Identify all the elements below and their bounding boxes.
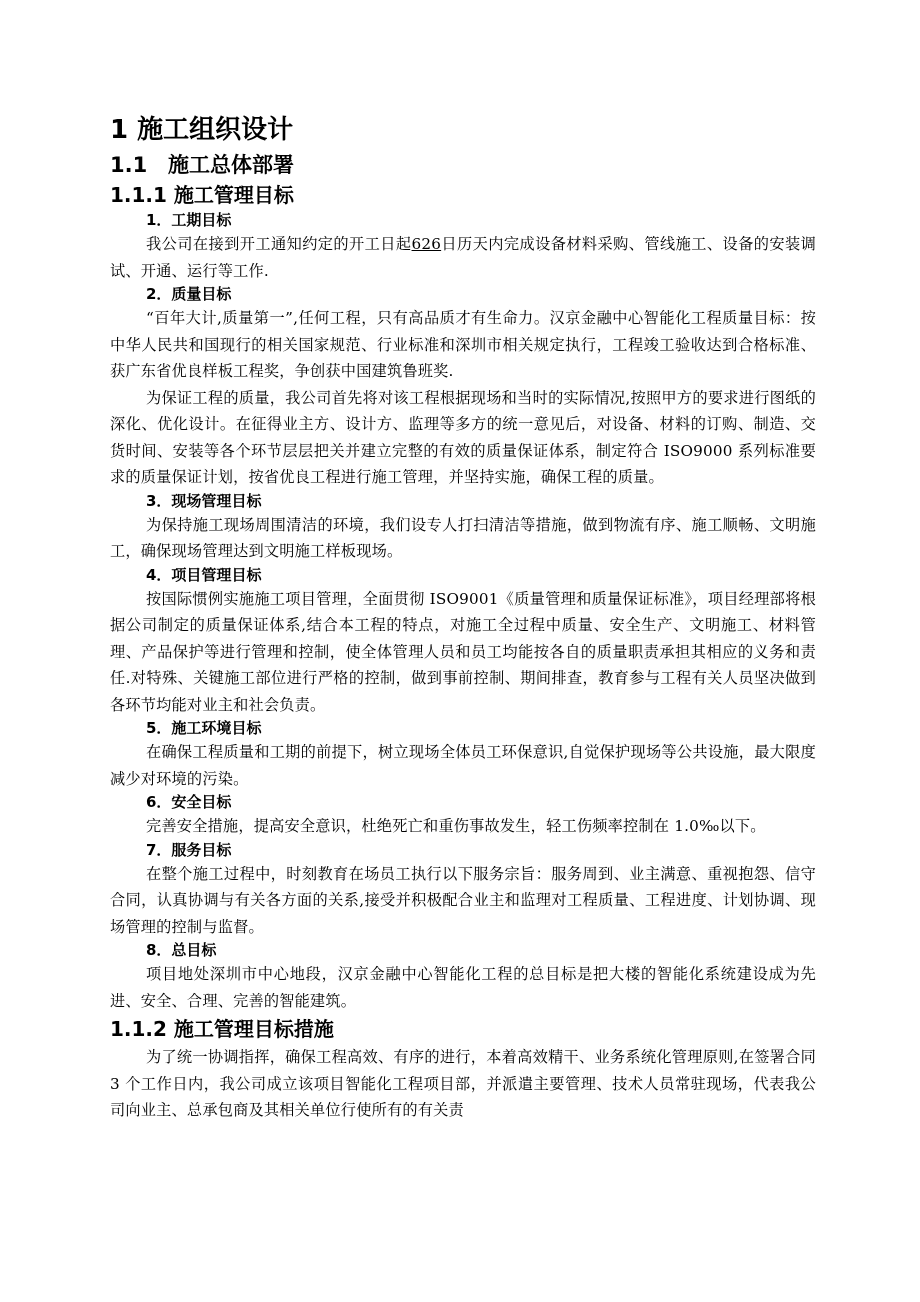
subsection-heading-measures: 1.1.2 施工管理目标措施 <box>110 1017 334 1041</box>
goal-heading-overall: 8．总目标 <box>146 941 217 959</box>
section-title: 施工总体部署 <box>168 153 294 177</box>
chapter-heading: 1 施工组织设计 <box>110 115 294 145</box>
measures-paragraph: 为了统一协调指挥，确保工程高效、有序的进行，本着高效精干、业务系统化管理原则,在签署合同 3 个工作日内，我公司成立该项目智能化工程项目部，并派遣主要管理、技术人员常驻现场，代表我公司向业主、总承包商及其相关单位行使所有的有关责 <box>110 1048 816 1119</box>
goal-paragraph-environment: 在确保工程质量和工期的前提下，树立现场全体员工环保意识,自觉保护现场等公共设施，最大限度减少对环境的污染。 <box>110 743 816 788</box>
goal-paragraph-project: 按国际惯例实施施工项目管理，全面贯彻 ISO9001《质量管理和质量保证标准》，项目经理部将根据公司制定的质量保证体系,结合本工程的特点，对施工全过程中质量、安全生产、文明施工、材料管理、产品保护等进行管理和控制，使全体管理人员和员工均能按各自的质量职责承担其相应的义务和责任.对特殊、关键施工部位进行严格的控制，做到事前控制、期间排查，教育参与工程有关人员坚决做到各环节均能对业主和社会负责。 <box>110 589 816 714</box>
schedule-text-b: 日历天内完成设备材料采购、管线施工、设备的安装调试、开通、运行等工作. <box>110 235 816 280</box>
goal-heading-project: 4．项目管理目标 <box>146 565 262 584</box>
goal-heading-quality: 2．质量目标 <box>146 285 232 303</box>
document-page <box>110 112 816 1124</box>
section-heading <box>110 150 816 180</box>
goal-paragraph-quality-2: 为保证工程的质量，我公司首先将对该工程根据现场和当时的实际情况,按照甲方的要求进行图纸的深化、优化设计。在征得业主方、设计方、监理等多方的统一意见后，对设备、材料的订购、制造、交货时间、安装等各个环节层层把关并建立完整的有效的质量保证体系，制定符合 ISO9000 系列标准要求的质量保证计划，按省优良工程进行施工管理，并坚持实施，确保工程的质量。 <box>110 388 816 486</box>
goal-heading-safety: 6．安全目标 <box>146 793 232 811</box>
section-number: 1.1 <box>110 153 148 177</box>
goal-heading-site: 3．现场管理目标 <box>146 491 262 510</box>
subsection-heading-goals: 1.1.1 施工管理目标 <box>110 183 294 207</box>
goal-heading-environment: 5．施工环境目标 <box>146 719 262 737</box>
goal-paragraph-site: 为保持施工现场周围清洁的环境，我们设专人打扫清洁等措施，做到物流有序、施工顺畅、文明施工，确保现场管理达到文明施工样板现场。 <box>110 515 816 560</box>
goal-paragraph-overall: 项目地处深圳市中心地段，汉京金融中心智能化工程的总目标是把大楼的智能化系统建设成为先进、安全、合理、完善的智能建筑。 <box>110 965 816 1010</box>
goal-heading-service: 7．服务目标 <box>146 840 232 859</box>
schedule-days: 626 <box>411 235 442 253</box>
schedule-text-a: 我公司在接到开工通知约定的开工日起 <box>146 235 412 253</box>
goal-paragraph-service: 在整个施工过程中，时刻教育在场员工执行以下服务宗旨：服务周到、业主满意、重视抱怨、信守合同，认真协调与有关各方面的关系,接受并积极配合业主和监理对工程质量、工程进度、计划协调、现场管理的控制与监督。 <box>110 864 816 936</box>
goal-heading-schedule: 1．工期目标 <box>146 211 232 229</box>
goal-paragraph-schedule <box>110 231 816 284</box>
goal-paragraph-safety: 完善安全措施，提高安全意识，杜绝死亡和重伤事故发生，轻工伤频率控制在 1.0‰以下。 <box>146 817 766 835</box>
goal-paragraph-quality-1: “百年大计,质量第一”,任何工程，只有高品质才有生命力。汉京金融中心智能化工程质量目标：按中华人民共和国现行的相关国家规范、行业标准和深圳市相关规定执行，工程竣工验收达到合格标准、获广东省优良样板工程奖，争创获中国建筑鲁班奖. <box>110 309 816 380</box>
